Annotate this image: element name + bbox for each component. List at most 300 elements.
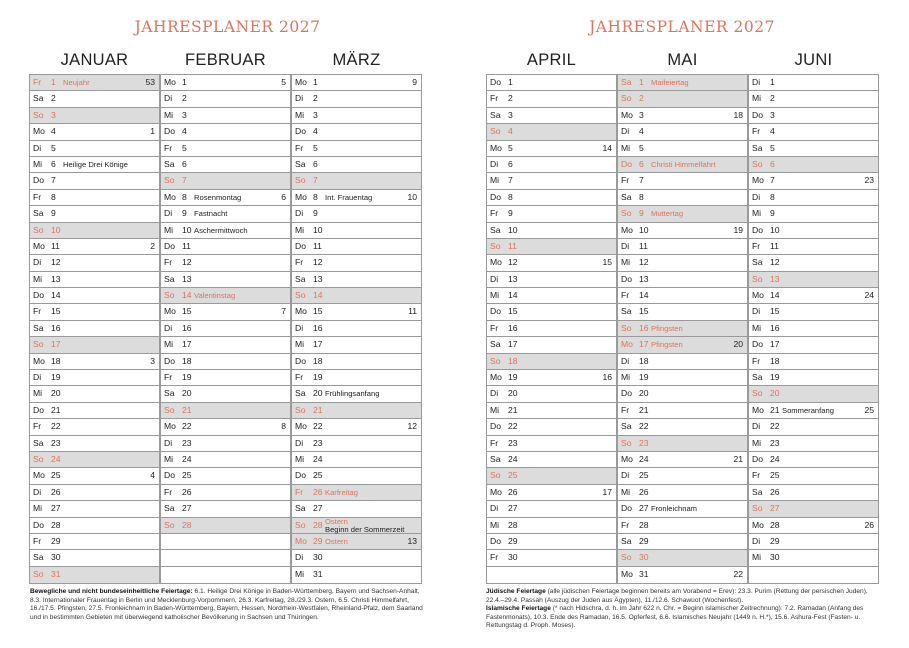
- day-row[interactable]: [292, 567, 421, 583]
- day-row[interactable]: [749, 239, 878, 255]
- week-number: 14: [602, 142, 612, 153]
- day-row[interactable]: [487, 223, 616, 239]
- day-row[interactable]: [161, 223, 290, 239]
- day-row[interactable]: [292, 550, 421, 566]
- day-row[interactable]: [292, 304, 421, 320]
- day-number: 24: [182, 453, 192, 464]
- weekday: So: [752, 273, 763, 284]
- day-row[interactable]: [487, 354, 616, 370]
- day-row[interactable]: [749, 190, 878, 206]
- day-row[interactable]: [749, 108, 878, 124]
- day-number: 2: [313, 93, 318, 104]
- weekday: Sa: [164, 388, 175, 399]
- day-row[interactable]: [487, 518, 616, 534]
- day-row[interactable]: [161, 354, 290, 370]
- weekday: Mi: [752, 93, 762, 104]
- day-number: 10: [182, 224, 192, 235]
- day-row[interactable]: [749, 485, 878, 501]
- day-row[interactable]: [618, 272, 747, 288]
- day-row[interactable]: [30, 550, 159, 566]
- day-note: Fastnacht: [194, 209, 228, 219]
- weekday: Sa: [752, 257, 763, 268]
- day-number: 3: [182, 109, 187, 120]
- day-number: 22: [182, 421, 192, 432]
- day-row[interactable]: [618, 75, 747, 91]
- day-row[interactable]: [161, 75, 290, 91]
- weekday: So: [621, 322, 632, 333]
- weekday: So: [33, 339, 44, 350]
- month-column: [291, 51, 422, 584]
- day-row[interactable]: [161, 337, 290, 353]
- day-row[interactable]: [487, 304, 616, 320]
- day-row[interactable]: [749, 501, 878, 517]
- day-row[interactable]: [30, 190, 159, 206]
- day-row[interactable]: [161, 485, 290, 501]
- week-number: 2: [150, 240, 155, 251]
- weekday: Do: [752, 109, 763, 120]
- day-row[interactable]: [30, 206, 159, 222]
- day-row[interactable]: [749, 468, 878, 484]
- weekday: Do: [295, 355, 306, 366]
- day-row[interactable]: [618, 124, 747, 140]
- day-row[interactable]: [487, 436, 616, 452]
- day-row[interactable]: [161, 501, 290, 517]
- day-row[interactable]: [292, 91, 421, 107]
- day-row[interactable]: [161, 386, 290, 402]
- day-row[interactable]: [749, 403, 878, 419]
- weekday: So: [295, 404, 306, 415]
- day-row[interactable]: [749, 141, 878, 157]
- weekday: Sa: [752, 486, 763, 497]
- day-number: 25: [182, 470, 192, 481]
- day-row[interactable]: [618, 108, 747, 124]
- day-row[interactable]: [618, 91, 747, 107]
- weekday: Mi: [490, 519, 500, 530]
- day-row[interactable]: [487, 452, 616, 468]
- day-row[interactable]: [618, 190, 747, 206]
- day-row[interactable]: [292, 370, 421, 386]
- day-number: 23: [639, 437, 649, 448]
- day-row[interactable]: [292, 452, 421, 468]
- day-row[interactable]: [749, 173, 878, 189]
- day-row[interactable]: [292, 173, 421, 189]
- day-row[interactable]: [30, 288, 159, 304]
- day-row[interactable]: [618, 141, 747, 157]
- weekday: Mi: [621, 372, 631, 383]
- day-row[interactable]: [749, 337, 878, 353]
- day-row[interactable]: [618, 386, 747, 402]
- day-row[interactable]: [30, 173, 159, 189]
- weekday: So: [621, 552, 632, 563]
- day-row[interactable]: [292, 157, 421, 173]
- day-row[interactable]: [618, 206, 747, 222]
- weekday: Fr: [490, 437, 499, 448]
- day-row[interactable]: [487, 157, 616, 173]
- day-row[interactable]: [749, 223, 878, 239]
- day-row[interactable]: [618, 304, 747, 320]
- day-row[interactable]: [30, 567, 159, 583]
- day-row[interactable]: [749, 124, 878, 140]
- weekday: Di: [621, 126, 630, 137]
- weekday: Fr: [752, 355, 761, 366]
- day-row[interactable]: [161, 370, 290, 386]
- day-row[interactable]: [292, 354, 421, 370]
- day-row[interactable]: [30, 501, 159, 517]
- day-row[interactable]: [487, 567, 616, 583]
- day-row[interactable]: [749, 255, 878, 271]
- weekday: So: [490, 126, 501, 137]
- day-row[interactable]: [487, 190, 616, 206]
- day-number: 31: [313, 568, 323, 579]
- week-number: 4: [150, 470, 155, 481]
- day-row[interactable]: [161, 550, 290, 566]
- day-row[interactable]: [292, 190, 421, 206]
- day-row[interactable]: [292, 321, 421, 337]
- day-row[interactable]: [292, 468, 421, 484]
- day-row[interactable]: [161, 91, 290, 107]
- day-row[interactable]: [161, 567, 290, 583]
- day-row[interactable]: [30, 436, 159, 452]
- day-row[interactable]: [161, 173, 290, 189]
- day-row[interactable]: [292, 386, 421, 402]
- weekday: Sa: [490, 453, 501, 464]
- day-row[interactable]: [487, 534, 616, 550]
- week-number: 13: [407, 535, 417, 546]
- day-row[interactable]: [618, 370, 747, 386]
- day-row[interactable]: [487, 272, 616, 288]
- day-row[interactable]: [292, 141, 421, 157]
- day-number: 8: [51, 191, 56, 202]
- day-row[interactable]: [749, 534, 878, 550]
- footer-text: 6.1. Heilige Drei Könige in Baden-Württemberg, Bayern und Sachsen-Anhalt, 8.3. Internationaler Frauentag in Berlin und Mecklenburg-Vorpommern, 26.3. Karfreitag, 28./29.3. Ostern, 6.5. Christi Himmelfahrt, 16./17.5. Pfingsten, 27.5. Fronleichnam in Baden-Württemberg, Bayern, Hessen, Nordrhein-Westfalen, Rheinland-Pfalz, dem Saarland und in bestimmten Gebieten mit überwiegend katholischer Bevölkerung in Sachsen und Thüringen.: [30, 588, 423, 621]
- day-row[interactable]: [749, 288, 878, 304]
- weekday: So: [621, 437, 632, 448]
- day-row[interactable]: [618, 321, 747, 337]
- day-row[interactable]: [487, 206, 616, 222]
- day-row[interactable]: [487, 173, 616, 189]
- weekday: Fr: [295, 372, 304, 383]
- day-row[interactable]: [161, 108, 290, 124]
- day-row[interactable]: [292, 108, 421, 124]
- weekday: Sa: [752, 142, 763, 153]
- day-row[interactable]: [618, 239, 747, 255]
- week-number: 18: [733, 109, 743, 120]
- weekday: Di: [752, 306, 761, 317]
- day-row[interactable]: [161, 206, 290, 222]
- week-number: 24: [864, 290, 874, 301]
- day-row[interactable]: [161, 157, 290, 173]
- day-row[interactable]: [487, 501, 616, 517]
- day-note: [325, 518, 404, 534]
- day-number: 4: [182, 126, 187, 137]
- weekday: Fr: [164, 372, 173, 383]
- weekday: Do: [490, 77, 501, 87]
- day-row[interactable]: [292, 272, 421, 288]
- weekday: Do: [752, 339, 763, 350]
- day-number: 23: [508, 437, 518, 448]
- day-row[interactable]: [161, 272, 290, 288]
- day-row[interactable]: [487, 321, 616, 337]
- day-row[interactable]: [618, 288, 747, 304]
- weekday: So: [752, 388, 763, 399]
- weekday: Sa: [621, 77, 632, 87]
- day-row[interactable]: [30, 370, 159, 386]
- day-row[interactable]: [30, 91, 159, 107]
- day-row[interactable]: [161, 288, 290, 304]
- day-row[interactable]: [30, 419, 159, 435]
- day-row[interactable]: [618, 452, 747, 468]
- day-row[interactable]: [161, 403, 290, 419]
- day-number: 14: [770, 290, 780, 301]
- day-row[interactable]: [487, 468, 616, 484]
- day-row[interactable]: [292, 485, 421, 501]
- weekday: Di: [621, 355, 630, 366]
- day-row[interactable]: [749, 272, 878, 288]
- weekday: Sa: [164, 273, 175, 284]
- day-number: 24: [51, 453, 61, 464]
- day-row[interactable]: [292, 419, 421, 435]
- weekday: Mo: [752, 519, 764, 530]
- day-row[interactable]: [749, 419, 878, 435]
- day-row[interactable]: [30, 239, 159, 255]
- day-row[interactable]: [487, 550, 616, 566]
- day-row[interactable]: [749, 370, 878, 386]
- week-number: 20: [733, 339, 743, 350]
- day-number: 15: [51, 306, 61, 317]
- day-row[interactable]: [292, 501, 421, 517]
- day-row[interactable]: [487, 337, 616, 353]
- weekday: Do: [752, 453, 763, 464]
- day-row[interactable]: [618, 337, 747, 353]
- weekday: Mo: [33, 240, 45, 251]
- week-number: 15: [602, 257, 612, 268]
- day-row[interactable]: [30, 403, 159, 419]
- day-number: 4: [770, 126, 775, 137]
- day-row[interactable]: [618, 419, 747, 435]
- day-number: 21: [182, 404, 192, 415]
- day-row[interactable]: [292, 436, 421, 452]
- day-number: 4: [51, 126, 56, 137]
- day-row[interactable]: [618, 173, 747, 189]
- day-number: 28: [182, 519, 192, 530]
- day-row[interactable]: [292, 206, 421, 222]
- day-row[interactable]: [618, 255, 747, 271]
- day-row[interactable]: [749, 386, 878, 402]
- day-row[interactable]: [161, 321, 290, 337]
- day-row[interactable]: [749, 91, 878, 107]
- week-number: 21: [733, 453, 743, 464]
- day-row[interactable]: [161, 190, 290, 206]
- day-row[interactable]: [30, 272, 159, 288]
- weekday: Mi: [164, 224, 174, 235]
- day-row[interactable]: [487, 419, 616, 435]
- day-row[interactable]: [487, 288, 616, 304]
- weekday: Sa: [621, 421, 632, 432]
- day-number: 28: [639, 519, 649, 530]
- day-row[interactable]: [30, 321, 159, 337]
- day-row[interactable]: [292, 124, 421, 140]
- weekday: So: [752, 158, 763, 169]
- weekday: Do: [752, 224, 763, 235]
- day-note-line: Beginn der Sommerzeit: [325, 524, 405, 534]
- day-number: 18: [770, 355, 780, 366]
- day-row[interactable]: [161, 468, 290, 484]
- day-row[interactable]: [618, 157, 747, 173]
- day-row[interactable]: [618, 550, 747, 566]
- day-row[interactable]: [618, 485, 747, 501]
- weekday: Mi: [752, 437, 762, 448]
- day-number: 16: [313, 322, 323, 333]
- day-number: 27: [313, 503, 323, 514]
- day-row[interactable]: [161, 255, 290, 271]
- month-name: MÄRZ: [332, 51, 381, 69]
- day-row[interactable]: [487, 91, 616, 107]
- week-number: 16: [602, 372, 612, 383]
- day-row[interactable]: [618, 534, 747, 550]
- day-row[interactable]: [618, 354, 747, 370]
- weekday: Mi: [164, 453, 174, 464]
- day-row[interactable]: [487, 75, 616, 91]
- day-number: 3: [51, 109, 56, 120]
- weekday: So: [33, 224, 44, 235]
- day-number: 30: [313, 552, 323, 563]
- day-number: 4: [639, 126, 644, 137]
- day-row[interactable]: [30, 337, 159, 353]
- day-row[interactable]: [30, 485, 159, 501]
- day-row[interactable]: [618, 223, 747, 239]
- day-number: 12: [182, 257, 192, 268]
- day-row[interactable]: [30, 108, 159, 124]
- day-row[interactable]: [749, 550, 878, 566]
- day-row[interactable]: [161, 304, 290, 320]
- week-number: 17: [602, 486, 612, 497]
- day-number: 19: [313, 372, 323, 383]
- day-number: 15: [639, 306, 649, 317]
- day-number: 10: [508, 224, 518, 235]
- weekday: Fr: [164, 142, 173, 153]
- day-note: Pfingsten: [651, 323, 683, 333]
- day-row[interactable]: [161, 419, 290, 435]
- day-row[interactable]: [487, 485, 616, 501]
- day-note: Rosenmontag: [194, 192, 242, 202]
- day-row[interactable]: [292, 403, 421, 419]
- day-number: 3: [313, 109, 318, 120]
- weekday: Fr: [33, 77, 42, 87]
- day-row[interactable]: [749, 304, 878, 320]
- day-row[interactable]: [30, 518, 159, 534]
- weekday: Di: [752, 535, 761, 546]
- day-row[interactable]: [30, 354, 159, 370]
- day-row[interactable]: [487, 239, 616, 255]
- weekday: Do: [164, 240, 175, 251]
- day-row[interactable]: [292, 255, 421, 271]
- day-row[interactable]: [161, 141, 290, 157]
- day-row[interactable]: [292, 288, 421, 304]
- day-row[interactable]: [618, 501, 747, 517]
- day-row[interactable]: [30, 157, 159, 173]
- day-row[interactable]: [161, 436, 290, 452]
- day-row[interactable]: [161, 534, 290, 550]
- weekday: Di: [33, 372, 42, 383]
- day-number: 13: [313, 273, 323, 284]
- weekday: Di: [295, 208, 304, 219]
- day-row[interactable]: [618, 403, 747, 419]
- weekday: Mo: [621, 453, 633, 464]
- day-row[interactable]: [487, 386, 616, 402]
- day-row[interactable]: [749, 157, 878, 173]
- day-row[interactable]: [30, 75, 159, 91]
- day-row[interactable]: [30, 141, 159, 157]
- day-row[interactable]: [30, 468, 159, 484]
- day-row[interactable]: [749, 206, 878, 222]
- day-row[interactable]: [30, 304, 159, 320]
- day-row[interactable]: [292, 239, 421, 255]
- day-number: 15: [508, 306, 518, 317]
- footer-lead: Bewegliche und nicht bundeseinheitliche Feiertage:: [30, 588, 193, 595]
- day-number: 9: [508, 208, 513, 219]
- day-row[interactable]: [618, 468, 747, 484]
- day-number: 21: [51, 404, 61, 415]
- day-number: 4: [313, 126, 318, 137]
- day-row[interactable]: [30, 223, 159, 239]
- day-row[interactable]: [487, 108, 616, 124]
- day-note: Christi Himmelfahrt: [651, 159, 716, 169]
- day-number: 17: [313, 339, 323, 350]
- weekday: Mo: [621, 568, 633, 579]
- day-number: 29: [313, 535, 323, 546]
- day-row[interactable]: [30, 124, 159, 140]
- day-number: 20: [51, 388, 61, 399]
- day-row[interactable]: [30, 452, 159, 468]
- day-row[interactable]: [292, 223, 421, 239]
- day-row[interactable]: [487, 370, 616, 386]
- weekday: Di: [621, 470, 630, 481]
- day-row[interactable]: [749, 321, 878, 337]
- day-row[interactable]: [749, 436, 878, 452]
- weekday: Mo: [295, 191, 307, 202]
- day-row[interactable]: [749, 75, 878, 91]
- day-row[interactable]: [749, 452, 878, 468]
- day-row[interactable]: [292, 518, 421, 534]
- day-row[interactable]: [487, 124, 616, 140]
- day-row[interactable]: [292, 337, 421, 353]
- day-row[interactable]: [487, 255, 616, 271]
- day-row[interactable]: [161, 239, 290, 255]
- day-row[interactable]: [292, 534, 421, 550]
- day-number: 27: [508, 503, 518, 514]
- weekday: Di: [490, 158, 499, 169]
- day-row[interactable]: [618, 436, 747, 452]
- day-row[interactable]: [161, 452, 290, 468]
- weekday: Sa: [490, 224, 501, 235]
- day-row[interactable]: [161, 124, 290, 140]
- day-row[interactable]: [618, 567, 747, 583]
- day-row[interactable]: [161, 518, 290, 534]
- day-row[interactable]: [618, 518, 747, 534]
- day-number: 13: [182, 273, 192, 284]
- day-row[interactable]: [749, 567, 878, 583]
- day-number: 10: [770, 224, 780, 235]
- day-row[interactable]: [749, 518, 878, 534]
- day-row[interactable]: [749, 354, 878, 370]
- day-number: 7: [313, 175, 318, 186]
- day-row[interactable]: [30, 386, 159, 402]
- day-row[interactable]: [30, 534, 159, 550]
- day-row[interactable]: [30, 255, 159, 271]
- day-row[interactable]: [487, 403, 616, 419]
- day-row[interactable]: [487, 141, 616, 157]
- day-row[interactable]: [292, 75, 421, 91]
